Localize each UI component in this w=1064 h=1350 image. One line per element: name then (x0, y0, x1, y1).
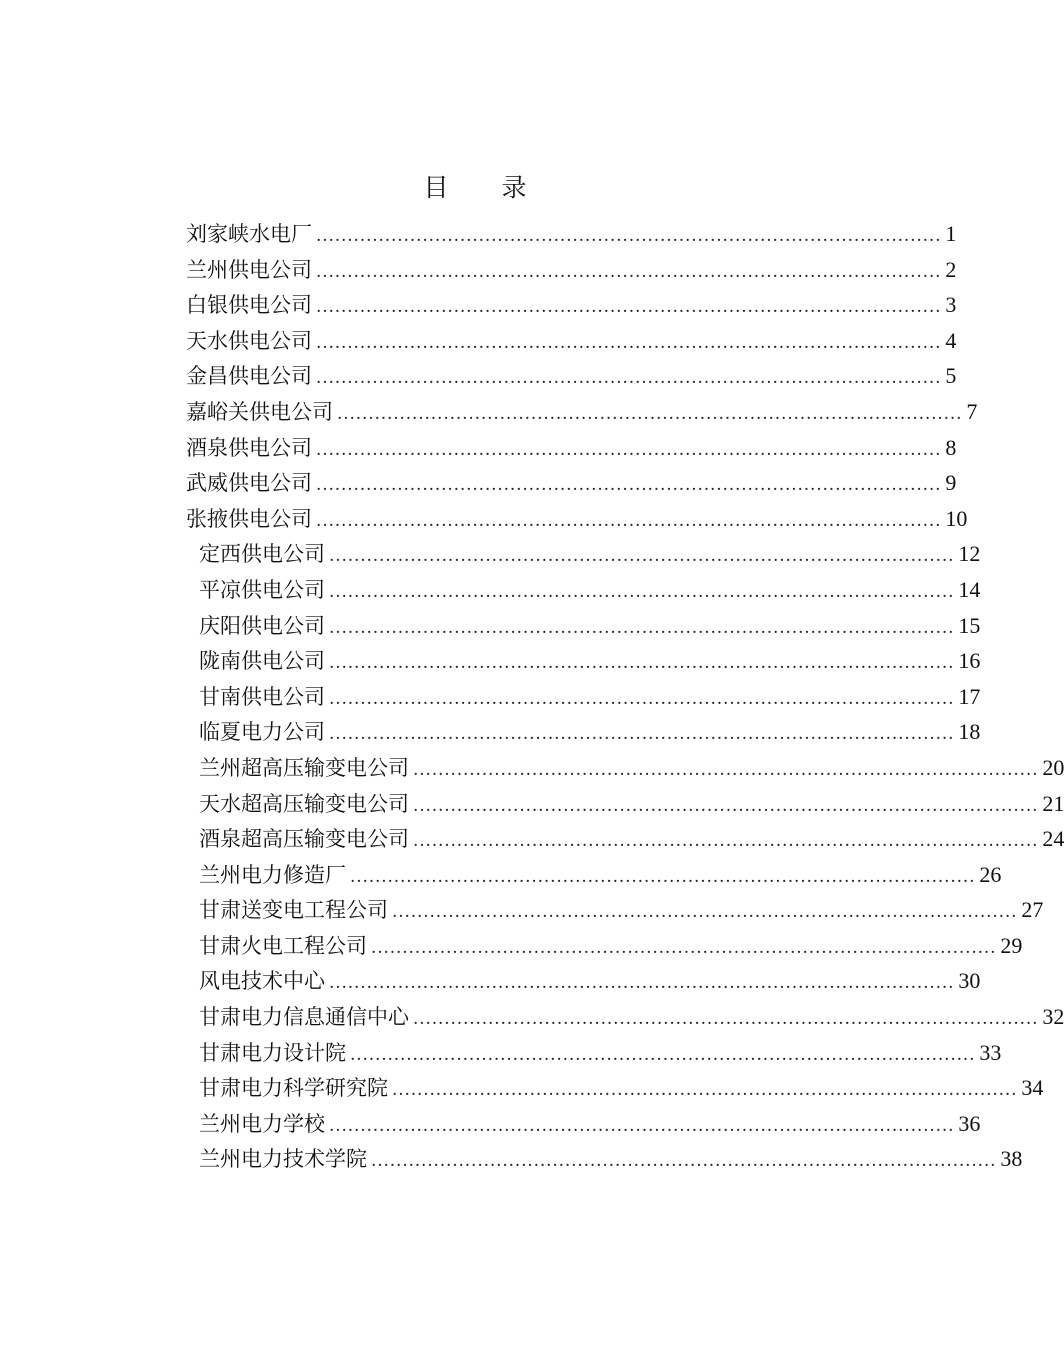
toc-entry-page: 16 (958, 648, 981, 674)
toc-entry-label: 甘肃电力设计院 (199, 1040, 346, 1065)
toc-entry[interactable] (186, 1035, 1002, 1071)
toc-entry-label: 平凉供电公司 (199, 577, 325, 602)
toc-entry[interactable] (186, 252, 957, 288)
dot-leader: .................................................................................................... (350, 1044, 976, 1065)
toc-entry-page: 14 (958, 576, 981, 602)
toc-entry-label: 甘肃火电工程公司 (199, 933, 367, 958)
toc-entry[interactable] (186, 287, 957, 323)
dot-leader: .................................................................................................... (316, 226, 942, 246)
toc-entry-label: 嘉峪关供电公司 (186, 399, 333, 424)
toc-entry-label: 刘家峡水电厂 (186, 222, 312, 246)
toc-entry-label: 陇南供电公司 (199, 649, 325, 674)
dot-leader: .................................................................................................... (329, 546, 955, 567)
toc-entry-page: 20 (1042, 754, 1064, 780)
toc-entry[interactable] (186, 430, 957, 466)
toc-entry-label: 甘肃电力信息通信中心 (199, 1005, 409, 1030)
dot-leader: .................................................................................................... (413, 1009, 1039, 1030)
toc-entry-page: 34 (1021, 1075, 1044, 1101)
toc-entry[interactable] (186, 892, 1044, 928)
toc-entry-page: 12 (958, 541, 981, 567)
toc-entry[interactable] (186, 963, 981, 999)
dot-leader: .................................................................................................... (316, 297, 942, 318)
toc-entry-page: 18 (958, 719, 981, 745)
dot-leader: .................................................................................................... (316, 439, 942, 460)
dot-leader: .................................................................................................... (413, 795, 1039, 816)
dot-leader: .................................................................................................... (329, 653, 955, 674)
toc-entry-label: 甘肃电力科学研究院 (199, 1076, 388, 1101)
toc-entry-page: 30 (958, 968, 981, 994)
toc-entry-label: 兰州超高压输变电公司 (199, 755, 409, 780)
toc-entry[interactable] (186, 679, 981, 715)
toc-entry-page: 10 (945, 505, 968, 531)
toc-entry-page: 32 (1042, 1004, 1064, 1030)
toc-entry-label: 兰州电力学校 (199, 1111, 325, 1136)
toc-entry-page: 33 (979, 1039, 1002, 1065)
toc-entry[interactable] (186, 358, 957, 394)
toc-entry-label: 武威供电公司 (186, 471, 312, 496)
toc-entry[interactable] (186, 928, 1023, 964)
toc-entry[interactable] (186, 501, 968, 537)
toc-entry-label: 临夏电力公司 (199, 720, 325, 745)
toc-entry[interactable] (186, 1141, 1023, 1177)
toc-entry-page: 9 (945, 470, 957, 496)
toc-entry[interactable] (186, 465, 957, 501)
toc-entry-page: 38 (1000, 1146, 1023, 1172)
toc-entry-label: 张掖供电公司 (186, 506, 312, 531)
toc-entry-label: 天水超高压输变电公司 (199, 791, 409, 816)
toc-entry-label: 酒泉供电公司 (186, 435, 312, 460)
toc-entry[interactable] (186, 714, 981, 750)
toc-entry-label: 白银供电公司 (186, 293, 312, 318)
toc-entry[interactable] (186, 643, 981, 679)
toc-entry-page: 3 (945, 292, 957, 318)
toc-entry[interactable] (186, 608, 981, 644)
toc-entry-page: 29 (1000, 932, 1023, 958)
toc-entry-page: 36 (958, 1110, 981, 1136)
toc-entry-page: 5 (945, 363, 957, 389)
dot-leader: .................................................................................................... (316, 261, 942, 282)
toc-entry-label: 天水供电公司 (186, 328, 312, 353)
toc-entry-label: 定西供电公司 (199, 542, 325, 567)
toc-entry-page: 2 (945, 256, 957, 282)
dot-leader: .................................................................................................... (329, 1115, 955, 1136)
dot-leader: .................................................................................................... (316, 510, 942, 531)
toc-entry-label: 甘南供电公司 (199, 684, 325, 709)
dot-leader: .................................................................................................... (329, 973, 955, 994)
dot-leader: .................................................................................................... (316, 475, 942, 496)
dot-leader: .................................................................................................... (329, 724, 955, 745)
dot-leader: .................................................................................................... (392, 902, 1018, 923)
dot-leader: .................................................................................................... (413, 759, 1039, 780)
toc-entry[interactable] (186, 750, 1064, 786)
toc-entry[interactable] (186, 821, 1064, 857)
dot-leader: .................................................................................................... (329, 688, 955, 709)
toc-entry[interactable] (186, 857, 1002, 893)
toc-entry[interactable] (186, 323, 957, 359)
dot-leader: .................................................................................................... (350, 866, 976, 887)
dot-leader: .................................................................................................... (371, 937, 997, 958)
toc-title: 目 录 (423, 173, 549, 202)
dot-leader: .................................................................................................... (316, 332, 942, 353)
toc-entry-label: 兰州供电公司 (186, 257, 312, 282)
toc-entry[interactable] (186, 786, 1064, 822)
toc-entry[interactable] (186, 536, 981, 572)
toc-entry-page: 7 (966, 398, 978, 424)
toc-entry[interactable] (186, 572, 981, 608)
toc-entry-label: 风电技术中心 (199, 969, 325, 994)
dot-leader: .................................................................................................... (413, 831, 1039, 852)
dot-leader: .................................................................................................... (337, 403, 963, 424)
toc-entry-page: 15 (958, 612, 981, 638)
toc-entry-page: 26 (979, 861, 1002, 887)
toc-entry[interactable] (186, 999, 1064, 1035)
toc-entry[interactable] (186, 1070, 1044, 1106)
toc-entry-page: 4 (945, 327, 957, 353)
toc-entry-page: 17 (958, 683, 981, 709)
dot-leader: .................................................................................................... (371, 1151, 997, 1172)
toc-list (186, 216, 1064, 1177)
toc-entry-page: 8 (945, 434, 957, 460)
toc-entry-label: 甘肃送变电工程公司 (199, 898, 388, 923)
toc-entry-page: 1 (945, 221, 957, 246)
toc-entry-label: 庆阳供电公司 (199, 613, 325, 638)
toc-entry[interactable] (186, 1106, 981, 1142)
toc-entry-label: 兰州电力技术学院 (199, 1147, 367, 1172)
dot-leader: .................................................................................................... (316, 368, 942, 389)
toc-entry[interactable] (186, 216, 957, 252)
toc-entry-label: 兰州电力修造厂 (199, 862, 346, 887)
dot-leader: .................................................................................................... (392, 1080, 1018, 1101)
dot-leader: .................................................................................................... (329, 617, 955, 638)
toc-entry-label: 金昌供电公司 (186, 364, 312, 389)
toc-entry-page: 21 (1042, 790, 1064, 816)
toc-entry-page: 24 (1042, 826, 1064, 852)
dot-leader: .................................................................................................... (329, 581, 955, 602)
toc-entry-label: 酒泉超高压输变电公司 (199, 827, 409, 852)
toc-entry-page: 27 (1021, 897, 1044, 923)
toc-entry[interactable] (186, 394, 978, 430)
